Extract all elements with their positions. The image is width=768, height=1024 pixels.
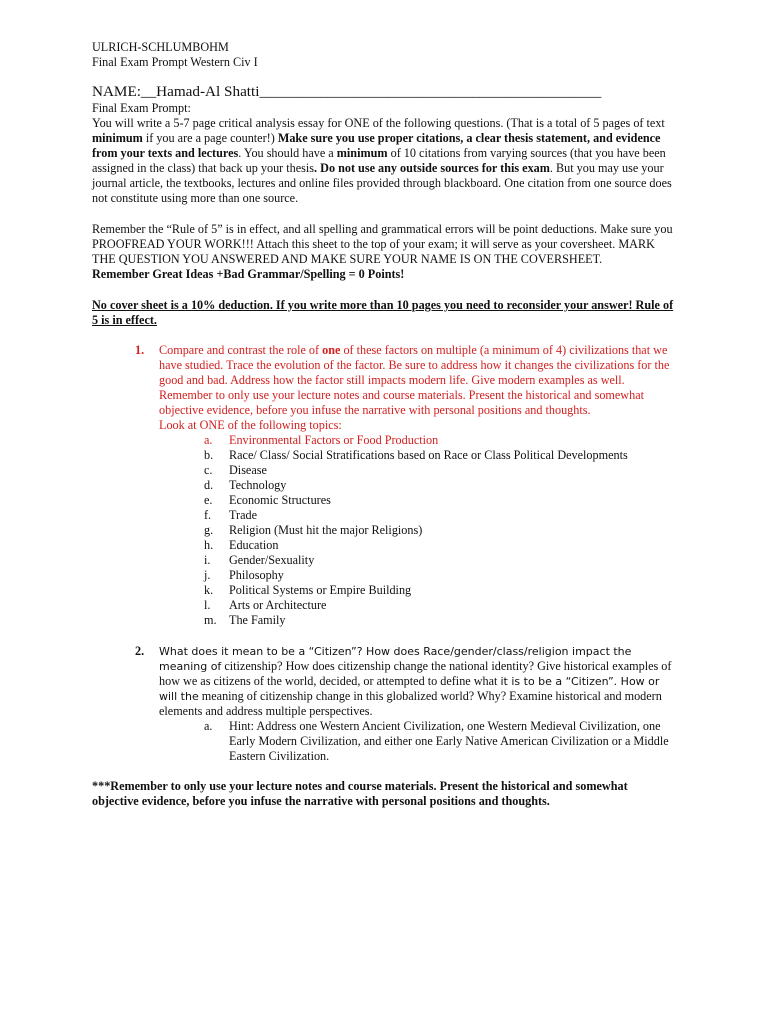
list-item-letter: j. [204, 568, 211, 582]
list-item-letter: a. [204, 433, 213, 447]
list-item-letter: c. [204, 463, 213, 477]
question-2-text-1: What does it mean to be a “Citizen”? How does Race/gender/class/religion impact the meaning of [159, 645, 632, 673]
intro-text-2: if you are a page counter!) [142, 131, 278, 145]
list-item-text: Race/ Class/ Social Stratifications based on Race or Class Political Developments [229, 448, 628, 462]
list-item-text: Gender/Sexuality [229, 553, 315, 567]
prompt-label: Final Exam Prompt: [92, 101, 191, 115]
question-1-text-1: Compare and contrast the role of [159, 343, 323, 357]
list-item [204, 493, 676, 508]
question-1 [92, 343, 676, 628]
question-1-text-2: of these factors on multiple (a minimum of 4) civilizations that we have studied. Trace the evolution of the factor. Be sure to address how it changes the civilizations for the good and bad. Address how the factor still impacts modern life. Give modern examples as well. Remember to only use your lecture notes and course materials. Present the historical and somewhat objective evidence, before you infuse the narrative with personal positions and thoughts. [159, 343, 670, 417]
question-2-text-4: meaning of citizenship change in this globalized world? Why? Examine historical and modern elements and address multiple perspectives. [159, 689, 662, 718]
list-item-text: Philosophy [229, 568, 284, 582]
list-item-text: Trade [229, 508, 257, 522]
question-2-text-3: it is to be a “Citizen”. How or will the [159, 675, 660, 703]
cover-sheet-note: No cover sheet is a 10% deduction. If you write more than 10 pages you need to reconsider your answer! Rule of 5 is in effect. [92, 298, 674, 327]
list-item [204, 508, 676, 523]
list-item-letter: k. [204, 583, 214, 597]
list-item-letter: m. [204, 613, 217, 627]
intro-text-4: of 10 citations from varying sources (that you have been assigned in the class) that back up your thesis [92, 146, 666, 175]
rule-text: Remember the “Rule of 5” is in effect, and all spelling and grammatical errors will be point deductions. Make sure you PROOFREAD YOUR WORK!!! Attach this sheet to the top of your exam; it will serve as your coversheet. MARK THE QUESTION YOU ANSWERED AND MAKE SURE YOUR NAME IS ON THE COVERSHEET. [92, 222, 673, 266]
list-item [204, 478, 676, 493]
question-1-bold: one [322, 343, 341, 357]
topic-list [159, 433, 676, 628]
list-item-text: Education [229, 538, 279, 552]
list-item-text: Disease [229, 463, 267, 477]
list-item-text: Economic Structures [229, 493, 331, 507]
question-2-text [159, 644, 676, 719]
list-item [204, 433, 676, 448]
intro-bold-3: minimum [336, 146, 388, 160]
question-2-hint [159, 719, 676, 764]
list-item-text: Political Systems or Empire Building [229, 583, 412, 597]
course-title: Final Exam Prompt Western Civ I [92, 55, 258, 69]
rule-bold: Remember Great Ideas +Bad Grammar/Spelling = 0 Points! [92, 267, 405, 281]
question-1-lead: Look at ONE of the following topics: [159, 418, 342, 432]
instructor-name: ULRICH-SCHLUMBOHM [92, 40, 229, 54]
student-name-line: NAME:__Hamad-Al Shatti_____________________________________________ [92, 83, 602, 100]
list-item-text: Religion (Must hit the major Religions) [229, 523, 423, 537]
list-item [204, 448, 676, 463]
rule-paragraph [92, 222, 676, 282]
question-1-number: 1. [135, 343, 145, 357]
final-reminder: ***Remember to only use your lecture notes and course materials. Present the historical and somewhat objective evidence, before you infuse the narrative with personal positions and thoughts. [92, 779, 628, 808]
intro-text-1: You will write a 5-7 page critical analysis essay for ONE of the following questions. (That is a total of 5 pages of text [92, 116, 665, 130]
list-item-letter: l. [204, 598, 211, 612]
list-item [204, 583, 676, 598]
question-2-number: 2. [135, 644, 145, 658]
list-item-letter: d. [204, 478, 214, 492]
intro-paragraph [92, 116, 676, 206]
hint-letter: a. [204, 719, 213, 733]
question-2 [92, 644, 676, 764]
list-item [204, 523, 676, 538]
list-item-letter: f. [204, 508, 212, 522]
list-item [204, 538, 676, 553]
list-item-text: Technology [229, 478, 287, 492]
list-item-text: The Family [229, 613, 286, 627]
list-item-letter: b. [204, 448, 214, 462]
question-1-text [159, 343, 676, 433]
list-item [204, 553, 676, 568]
list-item [204, 463, 676, 478]
intro-bold-1: minimum [92, 131, 143, 145]
list-item-text: Environmental Factors or Food Production [229, 433, 439, 447]
list-item [204, 598, 676, 613]
list-item-letter: i. [204, 553, 211, 567]
list-item-text: Arts or Architecture [229, 598, 327, 612]
question-2-text-2: citizenship? How does citizenship change the national identity? Give historical examples of how we as citizens of the world, decided, or attempted to define what [159, 659, 672, 688]
intro-text-5: . But you may use your journal article, the textbooks, lectures and online files provided through blackboard. One citation from one source does not constitute using more than one source. [92, 161, 672, 205]
list-item [204, 568, 676, 583]
list-item [204, 613, 676, 628]
intro-bold-4: . Do not use any outside sources for this exam [314, 161, 550, 175]
list-item-letter: h. [204, 538, 214, 552]
hint-text: Hint: Address one Western Ancient Civilization, one Western Medieval Civilization, one Early Modern Civilization, and either one Early Native American Civilization or a Middle Eastern Civilization. [229, 719, 669, 763]
intro-text-3: . You should have a [238, 146, 337, 160]
list-item-letter: e. [204, 493, 213, 507]
intro-bold-2: Make sure you use proper citations, a clear thesis statement, and evidence from your texts and lectures [92, 131, 661, 160]
list-item-letter: g. [204, 523, 214, 537]
